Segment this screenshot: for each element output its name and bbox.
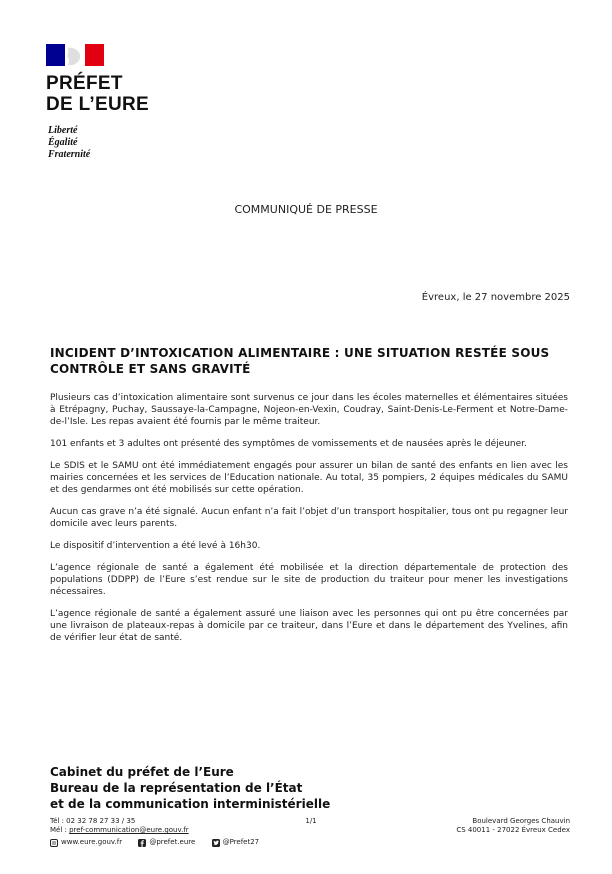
twitter-item[interactable] xyxy=(212,838,260,847)
facebook-icon xyxy=(138,839,146,847)
prefecture-line-1: PRÉFET xyxy=(46,73,123,94)
footer-tel: Tél : 02 32 78 27 33 / 35 xyxy=(50,817,136,825)
flag-blue-band xyxy=(46,44,65,66)
cabinet-block xyxy=(50,764,330,812)
footer-mel-line xyxy=(50,826,273,835)
address-line-1: Boulevard Georges Chauvin xyxy=(472,817,570,825)
motto-egalite: Égalité xyxy=(48,137,78,148)
footer-contact xyxy=(50,817,273,850)
page-number: 1/1 xyxy=(305,817,317,825)
republic-motto xyxy=(48,125,90,161)
footer-social xyxy=(50,838,273,850)
paragraph: Le SDIS et le SAMU ont été immédiatement engagés pour assurer un bilan de santé des enfants en lien avec les mairies concernées et les services de l’Education nationale. Au total, 35 pompiers, 2 équipes médicales du SAMU et des gendarmes ont été mobilisés sur cette opération. xyxy=(50,461,568,495)
paragraph: Aucun cas grave n’a été signalé. Aucun enfant n’a fait l’objet d’un transport hospitalier, tous ont pu regagner leur domicile avec leurs parents. xyxy=(50,507,568,529)
marianne-flag-logo xyxy=(46,44,104,66)
document-date: Évreux, le 27 novembre 2025 xyxy=(421,292,570,303)
prefecture-name xyxy=(46,73,149,115)
cabinet-line-2: Bureau de la représentation de l’État xyxy=(50,781,303,795)
facebook-item[interactable] xyxy=(138,838,195,847)
document-type: COMMUNIQUÉ DE PRESSE xyxy=(234,203,378,216)
website-link[interactable]: www.eure.gouv.fr xyxy=(61,838,123,846)
paragraph: Le dispositif d’intervention a été levé à 16h30. xyxy=(50,541,261,551)
motto-fraternite: Fraternité xyxy=(48,149,91,160)
paragraph: Plusieurs cas d’intoxication alimentaire sont survenus ce jour dans les écoles maternelles et élémentaires situées à Etrépagny, Puchay, Saussaye-la-Campagne, Nojeon-en-Vexin, Coudray, Saint-Denis-Le-Ferment et Notre-Dame-de-l’Isle. Les repas avaient été fournis par le même traiteur. xyxy=(50,393,568,427)
twitter-link[interactable]: @Prefet27 xyxy=(222,838,260,846)
facebook-link[interactable]: @prefet.eure xyxy=(149,838,196,846)
footer-address xyxy=(456,817,570,835)
address-line-2: CS 40011 - 27022 Évreux Cedex xyxy=(456,826,570,834)
footer-mel-label: Mél : xyxy=(50,826,70,834)
paragraph: 101 enfants et 3 adultes ont présenté des symptômes de vomissements et de nausées après le déjeuner. xyxy=(50,439,527,449)
cabinet-line-1: Cabinet du préfet de l’Eure xyxy=(50,765,234,779)
prefecture-line-2: DE L’EURE xyxy=(46,94,149,115)
motto-liberte: Liberté xyxy=(48,125,78,136)
cabinet-line-3: et de la communication interministérielle xyxy=(50,797,331,811)
press-release-body xyxy=(50,392,568,654)
globe-icon xyxy=(50,839,58,847)
website-item[interactable] xyxy=(50,838,122,847)
email-link[interactable]: pref-communication@eure.gouv.fr xyxy=(69,826,189,834)
press-release-title: INCIDENT D’INTOXICATION ALIMENTAIRE : UNE SITUATION RESTÉE SOUS CONTRÔLE ET SANS GRAVITÉ xyxy=(50,346,550,376)
paragraph: L’agence régionale de santé a également été mobilisée et la direction départementale de protection des populations (DDPP) de l’Eure s’est rendue sur le site de production du traiteur pour mener les investigations nécessaires. xyxy=(50,563,568,597)
flag-red-band xyxy=(85,44,104,66)
paragraph: L’agence régionale de santé a également assuré une liaison avec les personnes qui ont pu être concernées par une livraison de plateaux-repas à domicile par ce traiteur, dans l’Eure et dans le département des Yvelines, afin de vérifier leur état de santé. xyxy=(50,609,568,643)
twitter-icon xyxy=(212,839,220,847)
